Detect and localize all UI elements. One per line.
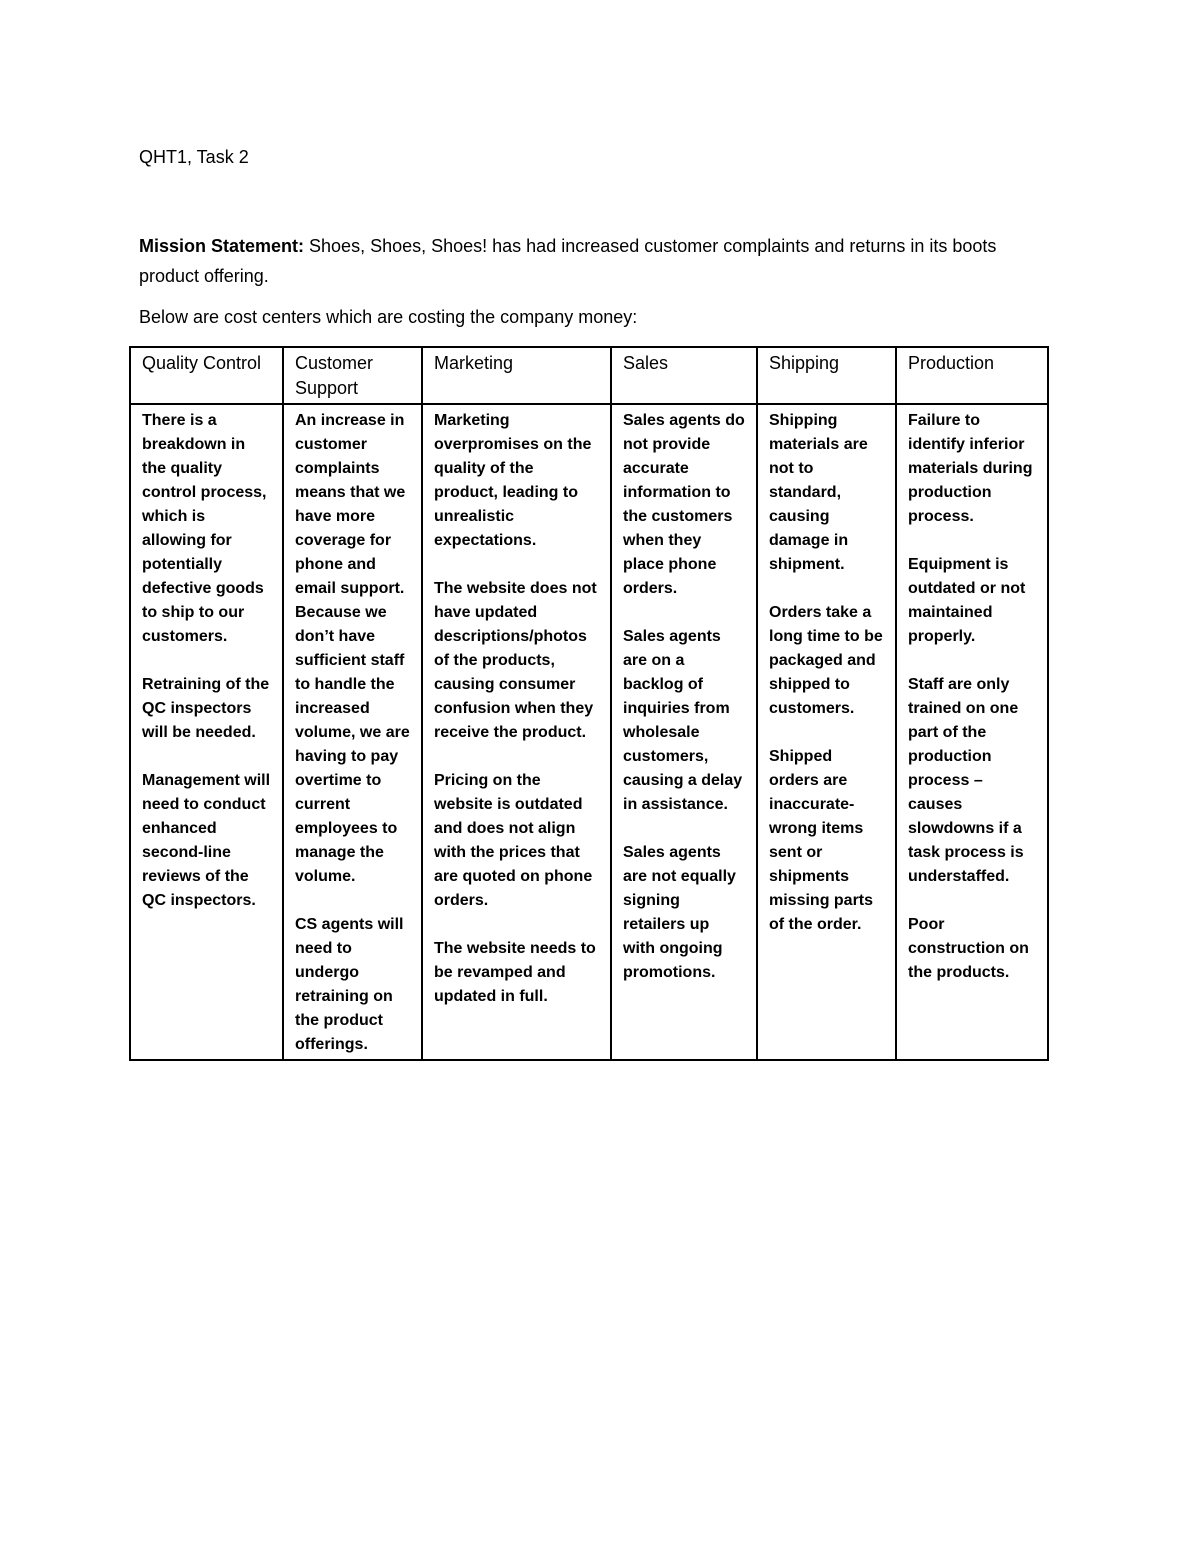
cell-quality-control [130, 404, 283, 1060]
cell-paragraph: Failure to identify inferior materials during production process. [908, 412, 1033, 525]
header-customer-support: Customer Support [283, 347, 422, 404]
table-header-row [130, 347, 1048, 404]
cell-paragraph: Sales agents are on a backlog of inquiries from wholesale customers, causing a delay in assistance. [623, 628, 743, 813]
cell-paragraph: Orders take a long time to be packaged and shipped to customers. [769, 604, 883, 717]
cell-paragraph: An increase in customer complaints means that we have more coverage for phone and email support. Because we don’t have sufficient staff to handle the increased volume, we are having to pay overtime to current employees to manage the volume. [295, 412, 410, 885]
cell-paragraph: Marketing overpromises on the quality of the product, leading to unrealistic expectations. [434, 412, 592, 549]
cell-marketing [422, 404, 611, 1060]
header-quality-control: Quality Control [130, 347, 283, 404]
mission-text: Shoes, Shoes, Shoes! has had increased customer complaints and returns in its boots product offering. [139, 236, 997, 286]
cell-paragraph: Shipping materials are not to standard, causing damage in shipment. [769, 412, 868, 573]
cell-shipping [757, 404, 896, 1060]
cost-centers-table [129, 346, 1049, 1061]
intro-text: Below are cost centers which are costing the company money: [139, 307, 638, 327]
cell-paragraph: Management will need to conduct enhanced second-line reviews of the QC inspectors. [142, 772, 271, 909]
header-sales: Sales [611, 347, 757, 404]
mission-label: Mission Statement: [139, 236, 305, 256]
cell-paragraph: Sales agents do not provide accurate information to the customers when they place phone orders. [623, 412, 745, 597]
cell-customer-support [283, 404, 422, 1060]
cell-paragraph: The website needs to be revamped and updated in full. [434, 940, 596, 1005]
cell-paragraph: Sales agents are not equally signing retailers up with ongoing promotions. [623, 844, 736, 981]
cell-paragraph: Poor construction on the products. [908, 916, 1029, 981]
cell-production [896, 404, 1048, 1060]
header-shipping: Shipping [757, 347, 896, 404]
cell-paragraph: Retraining of the QC inspectors will be needed. [142, 676, 270, 741]
header-production: Production [896, 347, 1048, 404]
cell-paragraph: The website does not have updated descriptions/photos of the products, causing consumer confusion when they receive the product. [434, 580, 597, 741]
page-title: QHT1, Task 2 [139, 147, 249, 167]
cell-paragraph: Shipped orders are inaccurate- wrong items sent or shipments missing parts of the order. [769, 748, 874, 933]
table-row [130, 404, 1048, 1060]
cell-paragraph: Pricing on the website is outdated and does not align with the prices that are quoted on phone orders. [434, 772, 593, 909]
cell-sales [611, 404, 757, 1060]
cell-paragraph: Equipment is outdated or not maintained properly. [908, 556, 1026, 645]
cell-paragraph: CS agents will need to undergo retraining on the product offerings. [295, 916, 404, 1053]
cell-paragraph: Staff are only trained on one part of the production process – causes slowdowns if a task process is understaffed. [908, 676, 1024, 885]
mission-statement [139, 231, 1039, 291]
cell-paragraph: There is a breakdown in the quality control process, which is allowing for potentially defective goods to ship to our customers. [142, 412, 267, 645]
header-marketing: Marketing [422, 347, 611, 404]
